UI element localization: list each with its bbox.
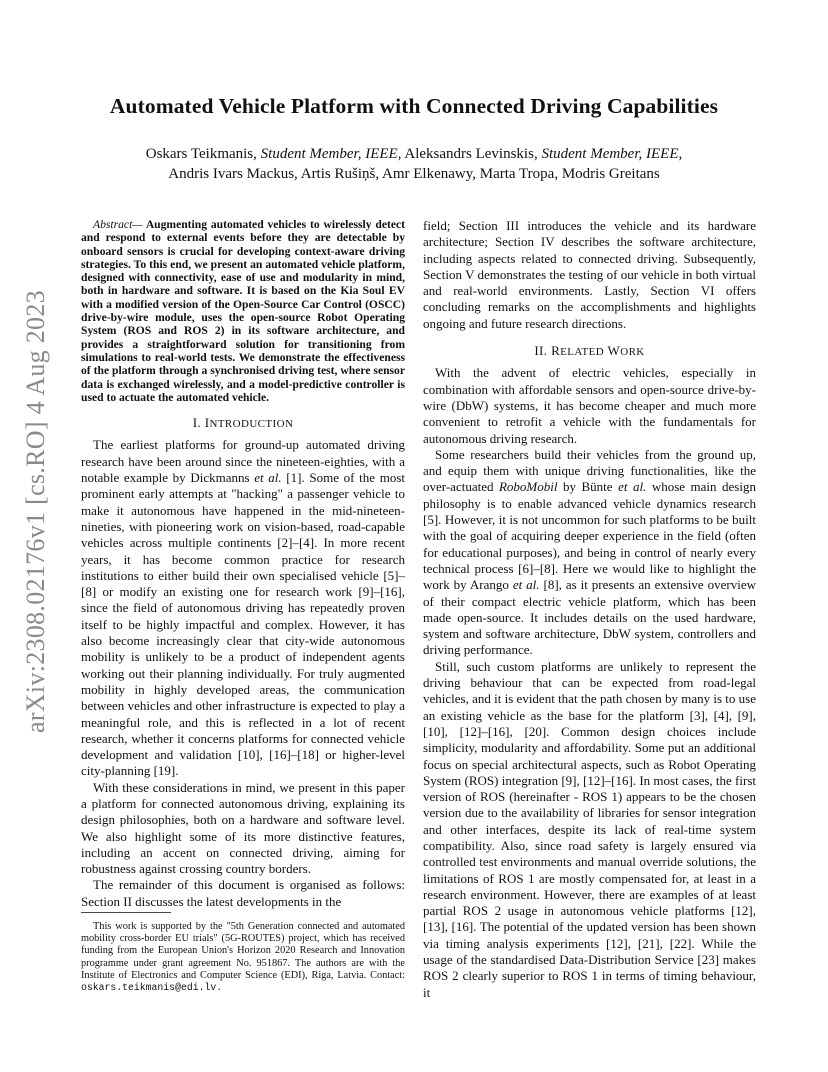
author-line-1: Oskars Teikmanis, Student Member, IEEE, Aleksandrs Levinskis, Student Member, IEEE, bbox=[145, 146, 683, 162]
related-paragraph-1: With the advent of electric vehicles, especially in combination with affordable sensors and open-source drive-by-wire (DbW) systems, it has become cheaper and much more convenient to retrofit a vehicle with the fundamentals for autonomous driving research. bbox=[423, 365, 756, 446]
intro-paragraph-1: The earliest platforms for ground-up automated driving research have been around since the nineteen-eighties, with a notable example by Dickmanns et al. [1]. Some of the most prominent early attempts at "hacking" a passenger vehicle to make it autonomous have happened in the mid-nineteen-nineties, with pioneering work on vision-based, road-capable vehicles across multiple continents [2]–[4]. In more recent years, it has become common practice for research institutions to either build their own specialised vehicle [5]–[8] or modify an existing one for research work [9]–[16], since the field of autonomous driving has repeatedly proven itself to be highly impactful and complex. However, it has also become increasingly clear that city-wide autonomous mobility is unlikely to be a product of independent agents working out their planning individually. For truly augmented mobility in highly developed areas, the communication between vehicles and other infrastructure is expected to play a meaningful role, and this is reflected in a lot of recent research, whether it concerns platforms for connected vehicle development and validation [10], [16]–[18] or higher-level city-planning [19]. bbox=[81, 437, 405, 779]
author-list bbox=[100, 144, 728, 184]
contact-email-link[interactable]: oskars.teikmanis@edi.lv. bbox=[81, 982, 223, 994]
footnote-text: This work is supported by the "5th Generation connected and automated mobility cross-border EU trials" (5G-ROUTES) project, which has received funding from the European Union's Horizon 2020 Research and Innovation programme under grant agreement No. 951867. The authors are with the Institute of Electronics and Computer Science (EDI), Riga, Latvia. Contact: bbox=[81, 921, 405, 981]
intro-paragraph-3-start: The remainder of this document is organised as follows: Section II discusses the latest developments in the bbox=[81, 877, 405, 909]
footnote bbox=[81, 921, 405, 994]
footnote-divider bbox=[81, 912, 171, 913]
abstract: Abstract— Augmenting automated vehicles to wirelessly detect and respond to external events before they are detectable by onboard sensors is crucial for developing context-aware driving strategies. To this end, we present an automated vehicle platform, designed with connectivity, ease of use and modularity in mind, both in hardware and software. It is based on the Kia Soul EV with a modified version of the Open-Source Car Control (OSCC) drive-by-wire module, uses the open-source Robot Operating System (ROS and ROS 2) in its software architecture, and provides a straightforward solution for transitioning from simulations to real-world tests. We demonstrate the effectiveness of the platform through a synchronised driving test, where sensor data is exchanged wirelessly, and a model-predictive controller is used to actuate the automated vehicle. bbox=[81, 218, 405, 404]
abstract-text: Augmenting automated vehicles to wirelessly detect and respond to external events before they are detectable by onboard sensors is crucial for developing context-aware driving strategies. To this end, we present an automated vehicle platform, designed with connectivity, ease of use and modularity in mind, both in hardware and software. It is based on the Kia Soul EV with a modified version of the Open-Source Car Control (OSCC) drive-by-wire module, uses the open-source Robot Operating System (ROS and ROS 2) in its software architecture, and provides a straightforward solution for transitioning from simulations to real-world tests. We demonstrate the effectiveness of the platform through a synchronised driving test, where sensor data is exchanged wirelessly, and a model-predictive controller is used to actuate the automated vehicle. bbox=[81, 218, 405, 404]
right-column bbox=[423, 218, 756, 1001]
author-line-2: Andris Ivars Mackus, Artis Rušiņš, Amr Elkenawy, Marta Tropa, Modris Greitans bbox=[168, 166, 660, 182]
related-paragraph-2: Some researchers build their vehicles from the ground up, and equip them with unique driving functionalities, like the over-actuated RoboMobil by Bünte et al. whose main design philosophy is to enable advanced vehicle dynamics research [5]. However, it is not uncommon for such platforms to be built with the goal of acquiring deeper experience in the field (often for educational purposes), and being in control of nearly every technical process [6]–[8]. Here we would like to highlight the work by Arango et al. [8], as it presents an extensive overview of their compact electric vehicle platform, which has been made open-source. It includes details on the used hardware, system and software architecture, DbW system, controllers and driving performance. bbox=[423, 446, 756, 658]
paper-title: Automated Vehicle Platform with Connected Driving Capabilities bbox=[109, 94, 719, 118]
section-heading-introduction: I. INTRODUCTION bbox=[192, 415, 294, 431]
arxiv-identifier: arXiv:2308.02176v1 [cs.RO] 4 Aug 2023 bbox=[21, 290, 50, 734]
intro-paragraph-2: With these considerations in mind, we present in this paper a platform for connected autonomous driving, explaining its design philosophies, both on a hardware and software level. We also highlight some of its more distinctive features, including an accent on connected driving, aiming for robustness against crossing country borders. bbox=[81, 779, 405, 877]
left-column bbox=[81, 218, 405, 910]
intro-paragraph-3-continued: field; Section III introduces the vehicle and its hardware architecture; Section IV describes the software architecture, including aspects related to connected driving. Subsequently, Section V demonstrates the testing of our vehicle in both virtual and real-world environments. Lastly, Section VI offers concluding remarks on the accomplishments and highlights ongoing and future research directions. bbox=[423, 218, 756, 331]
section-heading-related-work: II. RELATED WORK bbox=[534, 343, 645, 359]
related-paragraph-3: Still, such custom platforms are unlikely to represent the driving behaviour that can be expected from road-legal vehicles, and it is evident that the path chosen by many is to use an existing vehicle as the base for the platform [3], [4], [9], [10], [12]–[16], [20]. Common design choices include simplicity, modularity and affordability. Some put an additional focus on special architectural aspects, such as Robot Operating System (ROS) integration [9], [12]–[16]. In most cases, the first version of ROS (hereinafter - ROS 1) appears to be the chosen version due to the availability of libraries for sensor integration and other interfaces, despite its lack of real-time system compatibility. Also, since road safety is largely ensured via controlled test environments and manual override solutions, the limitations of ROS 1 are mostly compensated for, at least in a research environment. However, there are examples of at least partial ROS 2 usage in autonomous vehicle platforms [12], [13], [16]. The potential of the updated version has been shown via timing analysis experiments [12], [21], [22]. While the usage of the standardised Data-Distribution Service [23] makes ROS 2 clearly superior to ROS 1 in terms of timing behaviour, it bbox=[423, 658, 756, 1000]
abstract-label: Abstract bbox=[93, 218, 133, 231]
